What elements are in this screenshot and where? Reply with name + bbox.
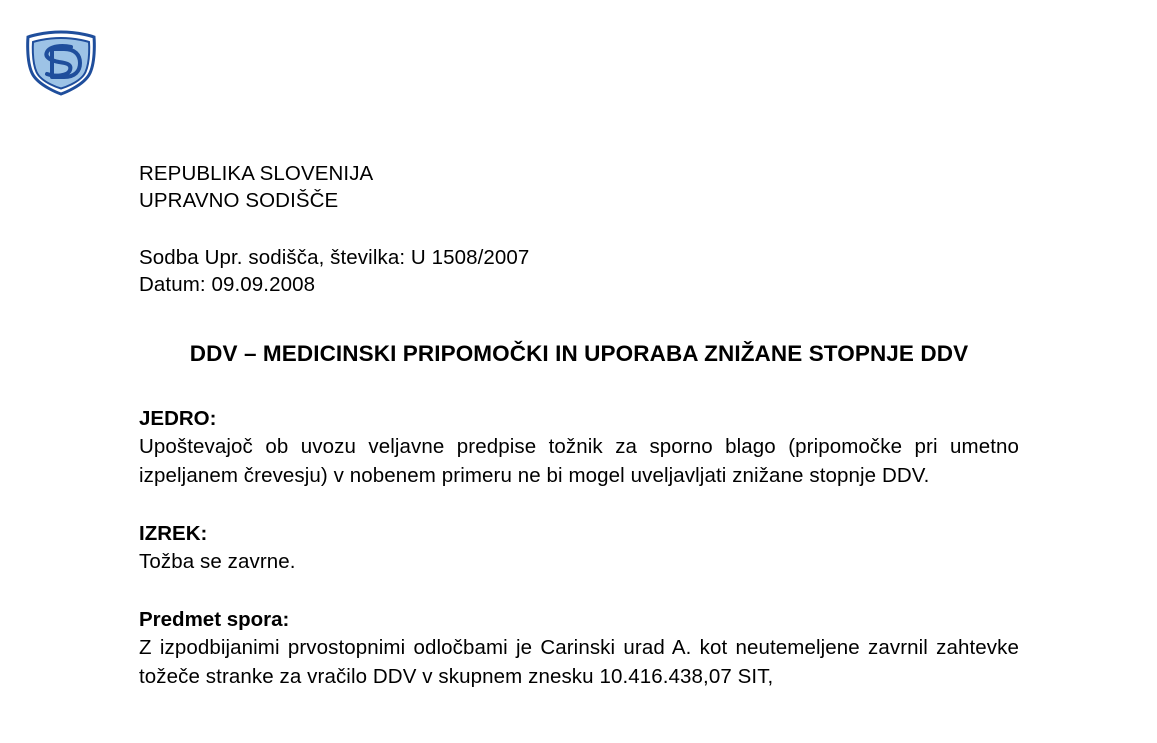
section-izrek [139,520,1019,576]
section-heading: JEDRO: [139,407,217,430]
case-reference: Sodba Upr. sodišča, številka: U 1508/2007 [139,246,530,269]
section-body: Tožba se zavrne. [139,550,296,573]
section-heading: IZREK: [139,522,208,545]
section-jedro [139,405,1019,490]
section-predmet-spora [139,606,1019,691]
section-body: Z izpodbijanimi prvostopnimi odločbami je Carinski urad A. kot neutemeljene zavrnil zahtevke tožeče stranke za vračilo DDV v skupnem znesku 10.416.438,07 SIT, [139,636,1019,688]
section-heading: Predmet spora: [139,608,290,631]
shield-sd-logo-icon [22,30,100,96]
section-body: Upoštevajoč ob uvozu veljavne predpise tožnik za sporno blago (pripomočke pri umetno izpeljanem črevesju) v nobenem primeru ne bi mogel uveljavljati znižane stopnje DDV. [139,435,1019,487]
authority-line-2: UPRAVNO SODIŠČE [139,189,339,212]
page-title: DDV – MEDICINSKI PRIPOMOČKI IN UPORABA ZNIŽANE STOPNJE DDV [189,341,969,366]
authority-header [139,160,1019,214]
authority-line-1: REPUBLIKA SLOVENIJA [139,162,374,185]
document-content [139,160,1019,691]
reference-block [139,244,1019,298]
case-date: Datum: 09.09.2008 [139,273,316,296]
